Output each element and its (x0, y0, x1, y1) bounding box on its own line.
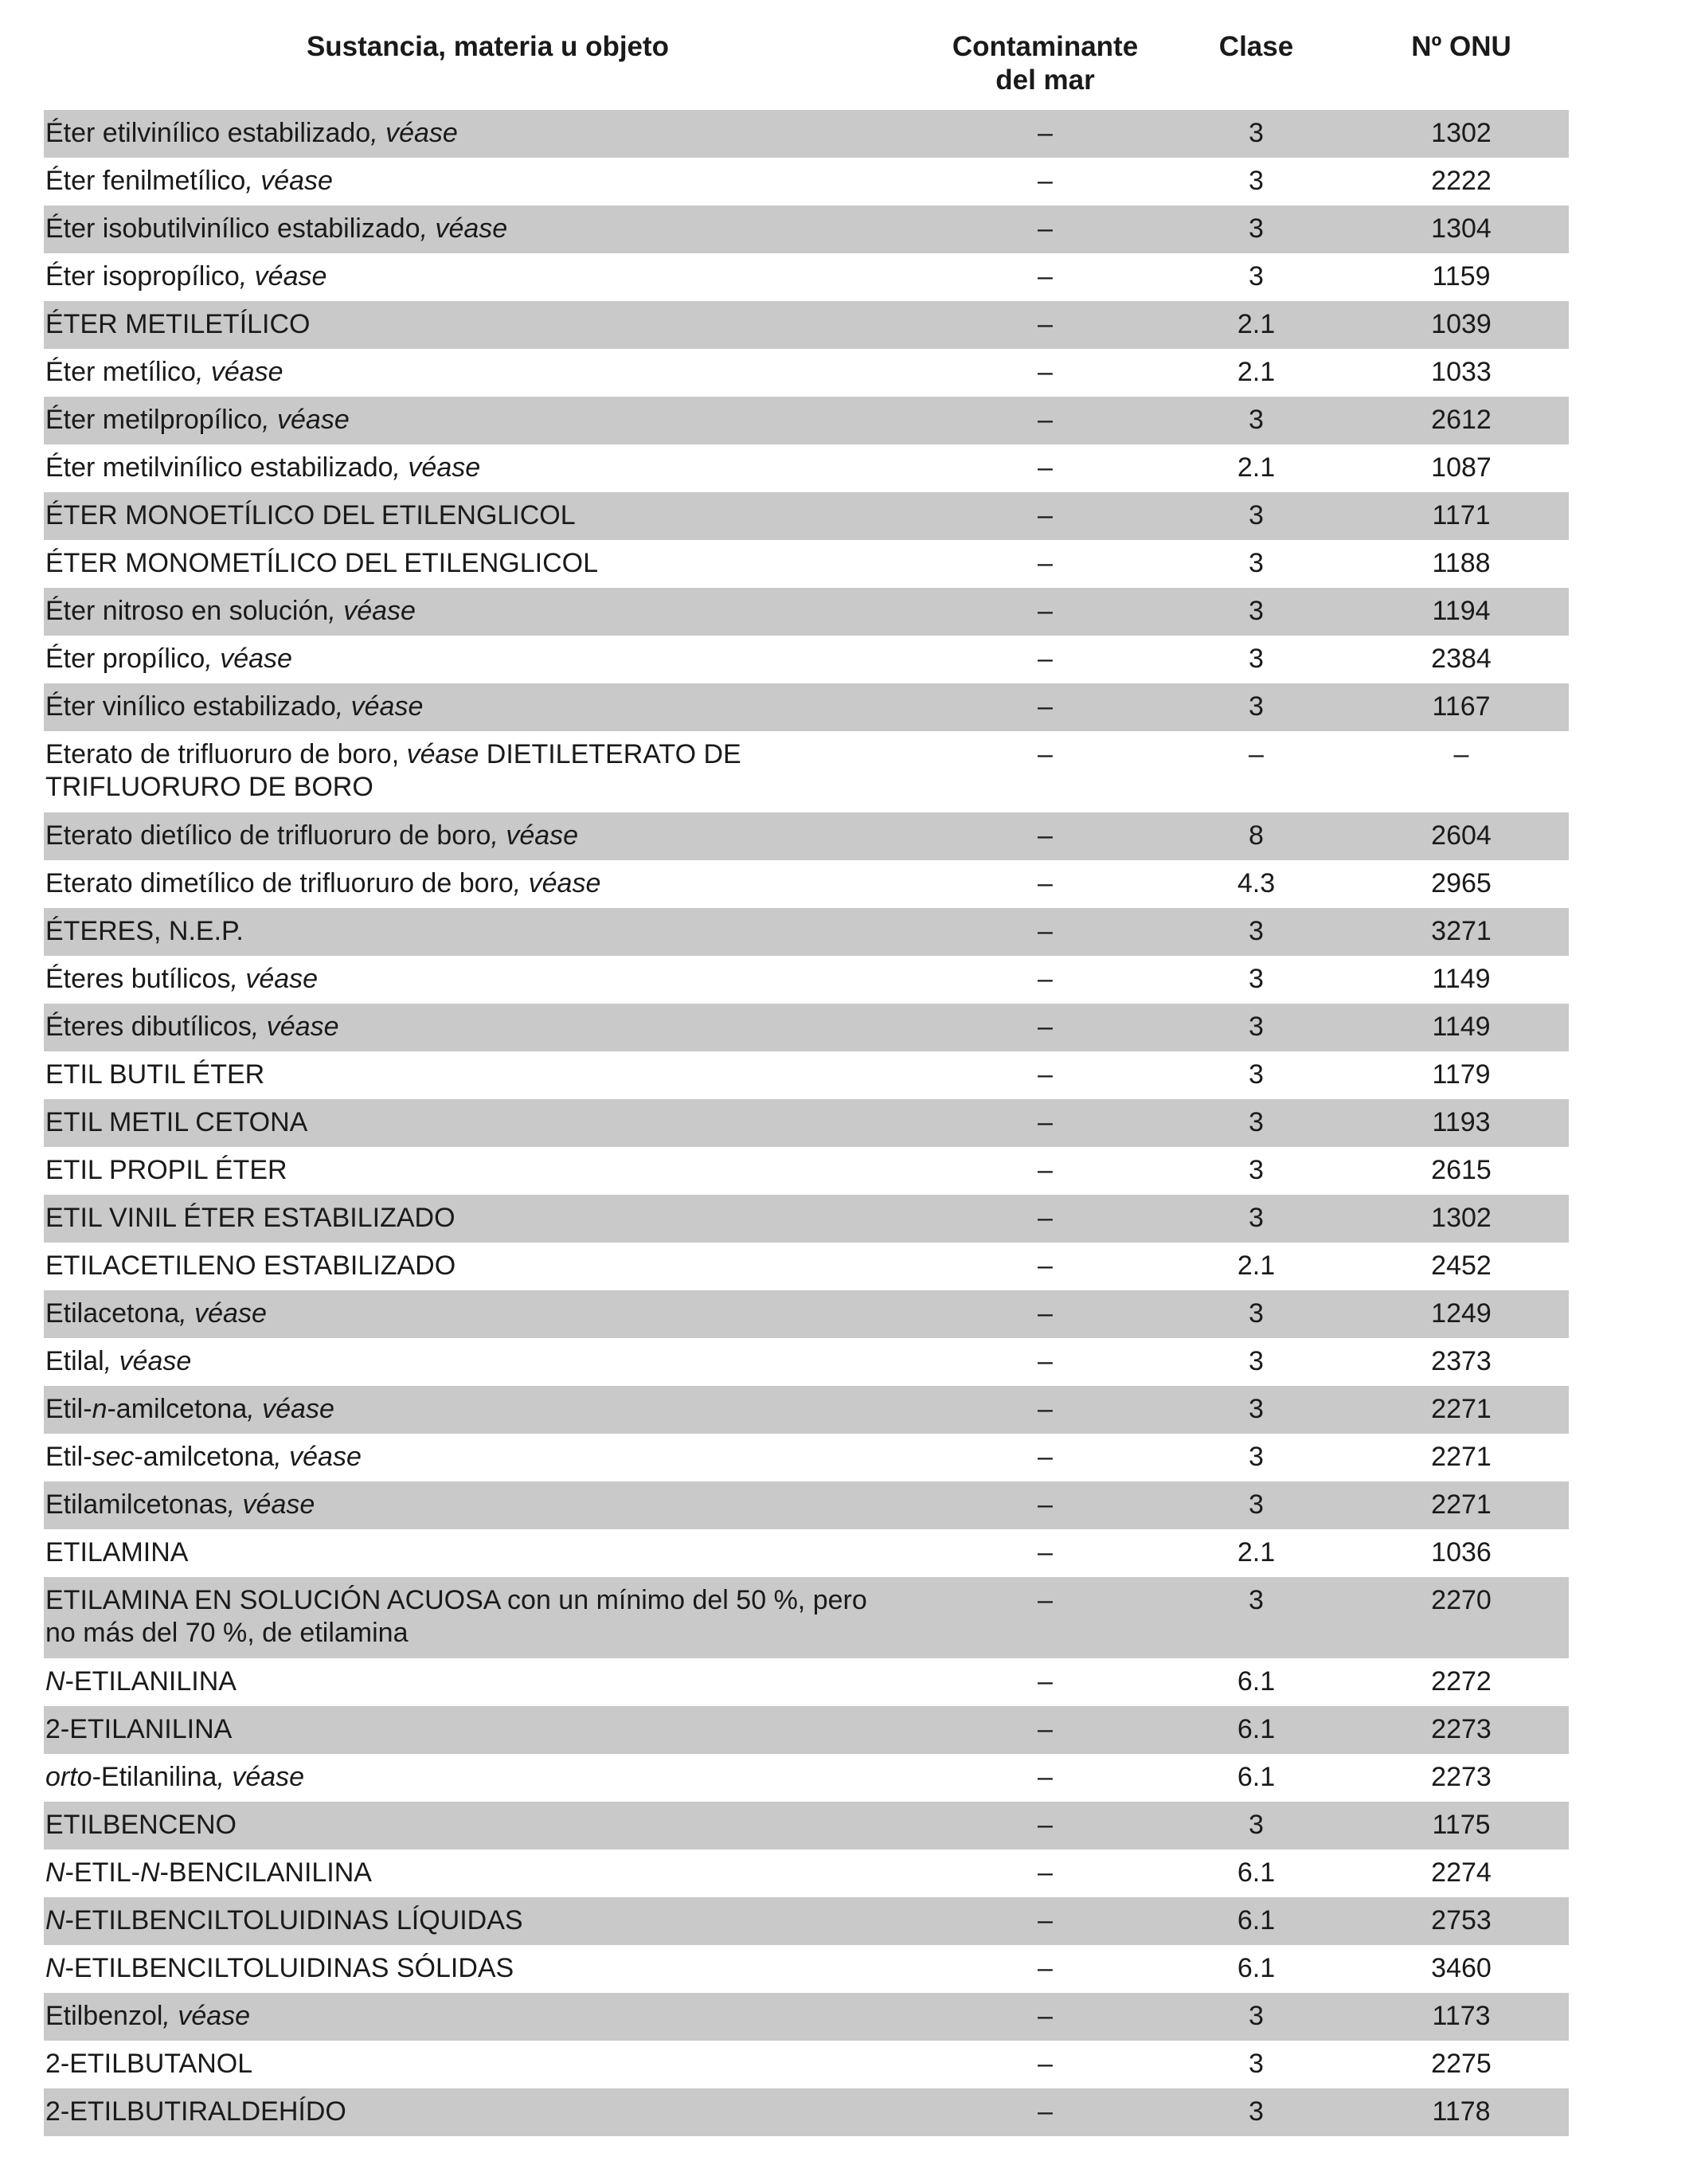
header-marine-pollutant: Contaminante del mar (952, 31, 1139, 96)
substance-name-part: ETIL VINIL ÉTER ESTABILIZADO (45, 1203, 456, 1233)
marine-pollutant-cell: – (1038, 1537, 1053, 1568)
marine-pollutant-cell: – (1038, 118, 1053, 148)
substance-name (44, 1250, 932, 1282)
table-row (44, 397, 1569, 444)
substance-name-part: -BENCILANILINA (159, 1857, 372, 1888)
class-cell: 2.1 (1237, 309, 1276, 339)
substance-name-part: N (45, 1905, 65, 1935)
table-row (44, 1290, 1569, 1338)
substance-name (44, 963, 932, 996)
table-row (44, 1338, 1569, 1386)
class-cell: 3 (1249, 1298, 1264, 1329)
un-number-cell: 2373 (1431, 1346, 1492, 1376)
substance-name-part: ÉTERES, N.E.P. (45, 916, 244, 946)
substance-name-part: , véase (274, 1442, 362, 1472)
un-number-cell: 2452 (1431, 1251, 1492, 1281)
substance-name-part: N (140, 1857, 160, 1888)
class-cell: 3 (1249, 1810, 1264, 1840)
class-cell: 2.1 (1237, 452, 1276, 483)
substance-name (44, 1202, 932, 1235)
un-number-cell: 1193 (1432, 1107, 1491, 1137)
substance-name-part: Etilacetona (45, 1298, 180, 1329)
marine-pollutant-cell: – (1038, 2049, 1053, 2079)
marine-pollutant-cell: – (1038, 1107, 1053, 1137)
table-row (44, 1849, 1569, 1897)
marine-pollutant-cell: – (1038, 691, 1053, 722)
substance-name (44, 1665, 932, 1698)
substance-name-part: , véase (217, 1762, 305, 1792)
table-row (44, 110, 1569, 158)
marine-pollutant-cell: – (1038, 644, 1053, 674)
substance-name-part: , véase (195, 357, 283, 387)
class-cell: 3 (1249, 964, 1264, 994)
substance-name-part: , véase (393, 452, 481, 483)
table-row (44, 1099, 1569, 1147)
substance-name-part: Etilamilcetonas (45, 1489, 228, 1520)
substance-name (44, 213, 932, 245)
substance-name-part: Éter metilpropílico (45, 405, 263, 435)
marine-pollutant-cell: – (1038, 916, 1053, 946)
un-number-cell: 1036 (1431, 1537, 1492, 1568)
substance-name-part: Etil- (45, 1442, 92, 1472)
header-substance: Sustancia, materia u objeto (306, 31, 670, 62)
substance-name-part: ETILACETILENO ESTABILIZADO (45, 1251, 456, 1281)
un-number-cell: 1304 (1431, 213, 1492, 244)
substance-name (44, 1345, 932, 1378)
table-row (44, 1004, 1569, 1051)
class-cell: 3 (1249, 1489, 1264, 1520)
marine-pollutant-cell: – (1038, 1953, 1053, 1983)
substance-name-part: orto (45, 1762, 92, 1792)
table-row (44, 1195, 1569, 1243)
class-cell: 6.1 (1237, 1905, 1276, 1935)
marine-pollutant-cell: – (1038, 739, 1053, 769)
substance-name (44, 1536, 932, 1569)
table-row (44, 731, 1569, 812)
class-cell: 2.1 (1237, 1251, 1276, 1281)
substance-name (44, 1857, 932, 1889)
un-number-cell: 2965 (1431, 868, 1492, 898)
marine-pollutant-cell: – (1038, 1762, 1053, 1792)
un-number-cell: 1194 (1432, 596, 1491, 626)
class-cell: 3 (1249, 166, 1264, 196)
class-cell: 3 (1249, 1346, 1264, 1376)
substance-name-part: , véase (247, 1394, 334, 1424)
class-cell: 2.1 (1237, 1537, 1276, 1568)
table-row (44, 1706, 1569, 1754)
un-number-cell: 1173 (1432, 2001, 1491, 2031)
table-row (44, 1386, 1569, 1434)
substance-name (44, 691, 932, 723)
substance-name-part: N (45, 1666, 65, 1697)
un-number-cell: 1179 (1432, 1059, 1491, 1090)
table-row (44, 636, 1569, 683)
class-cell: 3 (1249, 2096, 1264, 2127)
substance-name-part: , véase (230, 964, 319, 994)
un-number-cell: 2272 (1431, 1666, 1492, 1697)
class-cell: 3 (1249, 118, 1264, 148)
un-number-cell: 2604 (1431, 820, 1492, 851)
table-header (44, 30, 1569, 110)
marine-pollutant-cell: – (1038, 1394, 1053, 1424)
substance-name (44, 308, 932, 341)
marine-pollutant-cell: – (1038, 452, 1053, 483)
substance-name-part: ETILAMINA EN SOLUCIÓN ACUOSA con un mínimo del 50 %, pero no más del 70 %, de etilamina (45, 1585, 867, 1648)
class-cell: 3 (1249, 548, 1264, 578)
substance-name-part: , véase (420, 213, 508, 244)
class-cell: 6.1 (1237, 1714, 1276, 1744)
substance-name-part: Eterato de trifluoruro de boro, (45, 739, 407, 769)
table-row (44, 683, 1569, 731)
substance-name (44, 643, 932, 675)
substance-name-part: Éter nitroso en solución (45, 596, 329, 626)
substance-name-part: Éter propílico (45, 644, 205, 674)
class-cell: 3 (1249, 644, 1264, 674)
class-cell: 4.3 (1237, 868, 1276, 898)
substance-name-part: , véase (370, 118, 458, 148)
substance-name-part: , véase (328, 596, 416, 626)
marine-pollutant-cell: – (1038, 1585, 1053, 1615)
marine-pollutant-cell: – (1038, 357, 1053, 387)
class-cell: 3 (1249, 1107, 1264, 1137)
substance-name (44, 1584, 932, 1650)
substance-name-part: DIETILETERATO DE TRIFLUORURO DE BORO (45, 739, 741, 802)
substance-name (44, 1393, 932, 1426)
substance-name-part: -amilcetona (107, 1394, 248, 1424)
table-row (44, 492, 1569, 540)
un-number-cell: – (1453, 739, 1469, 769)
substance-name-part: Etilal (45, 1346, 104, 1376)
class-cell: 2.1 (1237, 357, 1276, 387)
table-body (44, 110, 1569, 2136)
substance-name-part: ETIL BUTIL ÉTER (45, 1059, 265, 1090)
class-cell: 3 (1249, 500, 1264, 530)
substance-name (44, 2096, 932, 2128)
class-cell: 8 (1249, 820, 1264, 851)
header-un-number: Nº ONU (1411, 31, 1511, 62)
marine-pollutant-cell: – (1038, 868, 1053, 898)
marine-pollutant-cell: – (1038, 1012, 1053, 1042)
class-cell: 3 (1249, 916, 1264, 946)
marine-pollutant-cell: – (1038, 1666, 1053, 1697)
table-row (44, 1897, 1569, 1945)
substance-name-part: , véase (335, 691, 424, 722)
substance-name-part: ETIL METIL CETONA (45, 1107, 308, 1137)
substance-name-part: Éter etilvinílico estabilizado (45, 118, 371, 148)
un-number-cell: 1033 (1431, 357, 1492, 387)
marine-pollutant-cell: – (1038, 1489, 1053, 1520)
marine-pollutant-cell: – (1038, 2096, 1053, 2127)
substance-name-part: -ETILBENCILTOLUIDINAS LÍQUIDAS (65, 1905, 523, 1935)
marine-pollutant-cell: – (1038, 213, 1053, 244)
substance-name (44, 1904, 932, 1937)
marine-pollutant-cell: – (1038, 1059, 1053, 1090)
class-cell: 3 (1249, 1155, 1264, 1185)
substance-name-part: Etilbenzol (45, 2001, 163, 2031)
substance-name-part: ÉTER MONOETÍLICO DEL ETILENGLICOL (45, 500, 576, 530)
substance-name (44, 595, 932, 628)
marine-pollutant-cell: – (1038, 500, 1053, 530)
un-number-cell: 2271 (1431, 1489, 1492, 1520)
substance-name (44, 1297, 932, 1330)
un-number-cell: 2615 (1431, 1155, 1492, 1185)
substance-name (44, 547, 932, 580)
marine-pollutant-cell: – (1038, 2001, 1053, 2031)
substance-name (44, 1489, 932, 1521)
substance-name-part: 2-ETILBUTANOL (45, 2049, 253, 2079)
table-row (44, 1529, 1569, 1577)
un-number-cell: 1249 (1431, 1298, 1492, 1329)
class-cell: 6.1 (1237, 1857, 1276, 1888)
substance-name-part: , véase (239, 261, 327, 292)
un-number-cell: 2273 (1431, 1714, 1492, 1744)
un-number-cell: 1171 (1432, 500, 1491, 530)
substance-name-part: , véase (179, 1298, 267, 1329)
substance-name-part: véase (406, 739, 479, 769)
substance-name-part: ETILBENCENO (45, 1810, 237, 1840)
substance-name-part: ÉTER METILETÍLICO (45, 309, 311, 339)
marine-pollutant-cell: – (1038, 1155, 1053, 1185)
class-cell: 3 (1249, 1394, 1264, 1424)
table-row (44, 158, 1569, 205)
class-cell: 3 (1249, 213, 1264, 244)
substance-name (44, 820, 932, 852)
class-cell: – (1249, 739, 1264, 769)
substance-name (44, 1761, 932, 1794)
table-row (44, 1577, 1569, 1658)
substance-name-part: -ETILANILINA (65, 1666, 237, 1697)
substance-name (44, 738, 932, 804)
substance-name (44, 1713, 932, 1746)
table-row (44, 205, 1569, 253)
table-row (44, 908, 1569, 956)
table-row (44, 1481, 1569, 1529)
class-cell: 3 (1249, 1442, 1264, 1472)
class-cell: 3 (1249, 405, 1264, 435)
substance-name (44, 1154, 932, 1187)
substance-name-part: , véase (513, 868, 601, 898)
substance-name (44, 1059, 932, 1091)
substance-name-part: Eterato dietílico de trifluoruro de boro (45, 820, 491, 851)
class-cell: 3 (1249, 1059, 1264, 1090)
substance-name-part: , véase (262, 405, 350, 435)
substance-name (44, 404, 932, 436)
un-number-cell: 1167 (1432, 691, 1491, 722)
marine-pollutant-cell: – (1038, 548, 1053, 578)
substance-name-part: Éter vinílico estabilizado (45, 691, 336, 722)
substance-name-part: Éter isopropílico (45, 261, 240, 292)
table-row (44, 812, 1569, 860)
un-number-cell: 2271 (1431, 1442, 1492, 1472)
un-number-cell: 2270 (1431, 1585, 1492, 1615)
marine-pollutant-cell: – (1038, 166, 1053, 196)
marine-pollutant-cell: – (1038, 405, 1053, 435)
substance-name (44, 356, 932, 389)
substance-name-part: N (45, 1953, 65, 1983)
un-number-cell: 1159 (1432, 261, 1491, 292)
substance-name (44, 2048, 932, 2080)
un-number-cell: 3271 (1431, 916, 1492, 946)
substance-name-part: Éter metílico (45, 357, 196, 387)
substance-name-part: n (92, 1394, 108, 1424)
un-number-cell: 1039 (1431, 309, 1492, 339)
table-row (44, 253, 1569, 301)
substance-name (44, 1952, 932, 1985)
un-number-cell: 2275 (1431, 2049, 1492, 2079)
substance-name-part: Eterato dimetílico de trifluoruro de boro (45, 868, 514, 898)
table-row (44, 1993, 1569, 2041)
un-number-cell: 2753 (1431, 1905, 1492, 1935)
un-number-cell: 2222 (1431, 166, 1492, 196)
substance-name-part: , véase (227, 1489, 315, 1520)
substance-name-part: 2-ETILBUTIRALDEHÍDO (45, 2096, 346, 2127)
substance-name-part: , véase (104, 1346, 192, 1376)
table-row (44, 301, 1569, 349)
class-cell: 6.1 (1237, 1666, 1276, 1697)
substance-name-part: , véase (491, 820, 579, 851)
un-number-cell: 3460 (1431, 1953, 1492, 1983)
substance-name-part: 2-ETILANILINA (45, 1714, 233, 1744)
table-row (44, 860, 1569, 908)
substance-name (44, 452, 932, 484)
un-number-cell: 2612 (1431, 405, 1492, 435)
table-row (44, 1243, 1569, 1290)
class-cell: 6.1 (1237, 1762, 1276, 1792)
un-number-cell: 2273 (1431, 1762, 1492, 1792)
substance-name (44, 867, 932, 900)
un-number-cell: 1175 (1432, 1810, 1491, 1840)
un-number-cell: 1087 (1431, 452, 1492, 483)
substance-name-part: , véase (245, 166, 333, 196)
marine-pollutant-cell: – (1038, 1442, 1053, 1472)
table-row (44, 349, 1569, 397)
substance-name (44, 1106, 932, 1139)
substance-name-part: Éteres dibutílicos (45, 1012, 252, 1042)
marine-pollutant-cell: – (1038, 820, 1053, 851)
substance-name (44, 2000, 932, 2033)
marine-pollutant-cell: – (1038, 1203, 1053, 1233)
substance-name (44, 165, 932, 198)
class-cell: 3 (1249, 261, 1264, 292)
substance-name-part: sec (92, 1442, 135, 1472)
substance-name-part: ETIL PROPIL ÉTER (45, 1155, 287, 1185)
table-row (44, 1658, 1569, 1706)
class-cell: 3 (1249, 1585, 1264, 1615)
substance-name-part: , véase (251, 1012, 339, 1042)
substance-name-part: , véase (162, 2001, 251, 2031)
marine-pollutant-cell: – (1038, 1714, 1053, 1744)
substance-name (44, 499, 932, 532)
substance-name-part: Éter metilvinílico estabilizado (45, 452, 393, 483)
substance-name-part: -amilcetona (134, 1442, 275, 1472)
substance-name (44, 1441, 932, 1474)
substance-name-part: -ETIL- (65, 1857, 141, 1888)
un-number-cell: 1178 (1432, 2096, 1491, 2127)
un-number-cell: 2384 (1431, 644, 1492, 674)
marine-pollutant-cell: – (1038, 964, 1053, 994)
substance-name (44, 915, 932, 948)
table-row (44, 1051, 1569, 1099)
substance-name-part: Éteres butílicos (45, 964, 231, 994)
marine-pollutant-cell: – (1038, 1251, 1053, 1281)
class-cell: 6.1 (1237, 1953, 1276, 1983)
un-number-cell: 2274 (1431, 1857, 1492, 1888)
substance-name-part: -Etilanilina (92, 1762, 217, 1792)
class-cell: 3 (1249, 2001, 1264, 2031)
substance-name-part: ÉTER MONOMETÍLICO DEL ETILENGLICOL (45, 548, 598, 578)
class-cell: 3 (1249, 1203, 1264, 1233)
class-cell: 3 (1249, 691, 1264, 722)
table-row (44, 2041, 1569, 2088)
table-row (44, 1754, 1569, 1802)
table-row (44, 2088, 1569, 2136)
substance-name-part: Éter fenilmetílico (45, 166, 246, 196)
table-row (44, 588, 1569, 636)
un-number-cell: 1302 (1431, 118, 1492, 148)
un-number-cell: 1149 (1432, 1012, 1491, 1042)
substance-name-part: Etil- (45, 1394, 92, 1424)
marine-pollutant-cell: – (1038, 596, 1053, 626)
substance-name-part: Éter isobutilvinílico estabilizado (45, 213, 420, 244)
un-number-cell: 1302 (1431, 1203, 1492, 1233)
table-row (44, 956, 1569, 1004)
substance-table (44, 30, 1569, 2136)
class-cell: 3 (1249, 1012, 1264, 1042)
marine-pollutant-cell: – (1038, 1857, 1053, 1888)
un-number-cell: 1149 (1432, 964, 1491, 994)
table-row (44, 1434, 1569, 1481)
marine-pollutant-cell: – (1038, 261, 1053, 292)
class-cell: 3 (1249, 596, 1264, 626)
substance-name-part: ETILAMINA (45, 1537, 189, 1568)
substance-name (44, 117, 932, 150)
table-row (44, 1802, 1569, 1849)
substance-name (44, 1011, 932, 1043)
table-row (44, 1945, 1569, 1993)
marine-pollutant-cell: – (1038, 1298, 1053, 1329)
marine-pollutant-cell: – (1038, 309, 1053, 339)
substance-name (44, 260, 932, 293)
table-row (44, 540, 1569, 588)
substance-name-part: -ETILBENCILTOLUIDINAS SÓLIDAS (65, 1953, 514, 1983)
substance-name (44, 1809, 932, 1842)
marine-pollutant-cell: – (1038, 1810, 1053, 1840)
un-number-cell: 1188 (1432, 548, 1491, 578)
header-class: Clase (1218, 31, 1294, 62)
substance-name-part: , véase (205, 644, 292, 674)
substance-name-part: N (45, 1857, 65, 1888)
table-row (44, 1147, 1569, 1195)
marine-pollutant-cell: – (1038, 1905, 1053, 1935)
table-row (44, 444, 1569, 492)
marine-pollutant-cell: – (1038, 1346, 1053, 1376)
un-number-cell: 2271 (1431, 1394, 1492, 1424)
class-cell: 3 (1249, 2049, 1264, 2079)
